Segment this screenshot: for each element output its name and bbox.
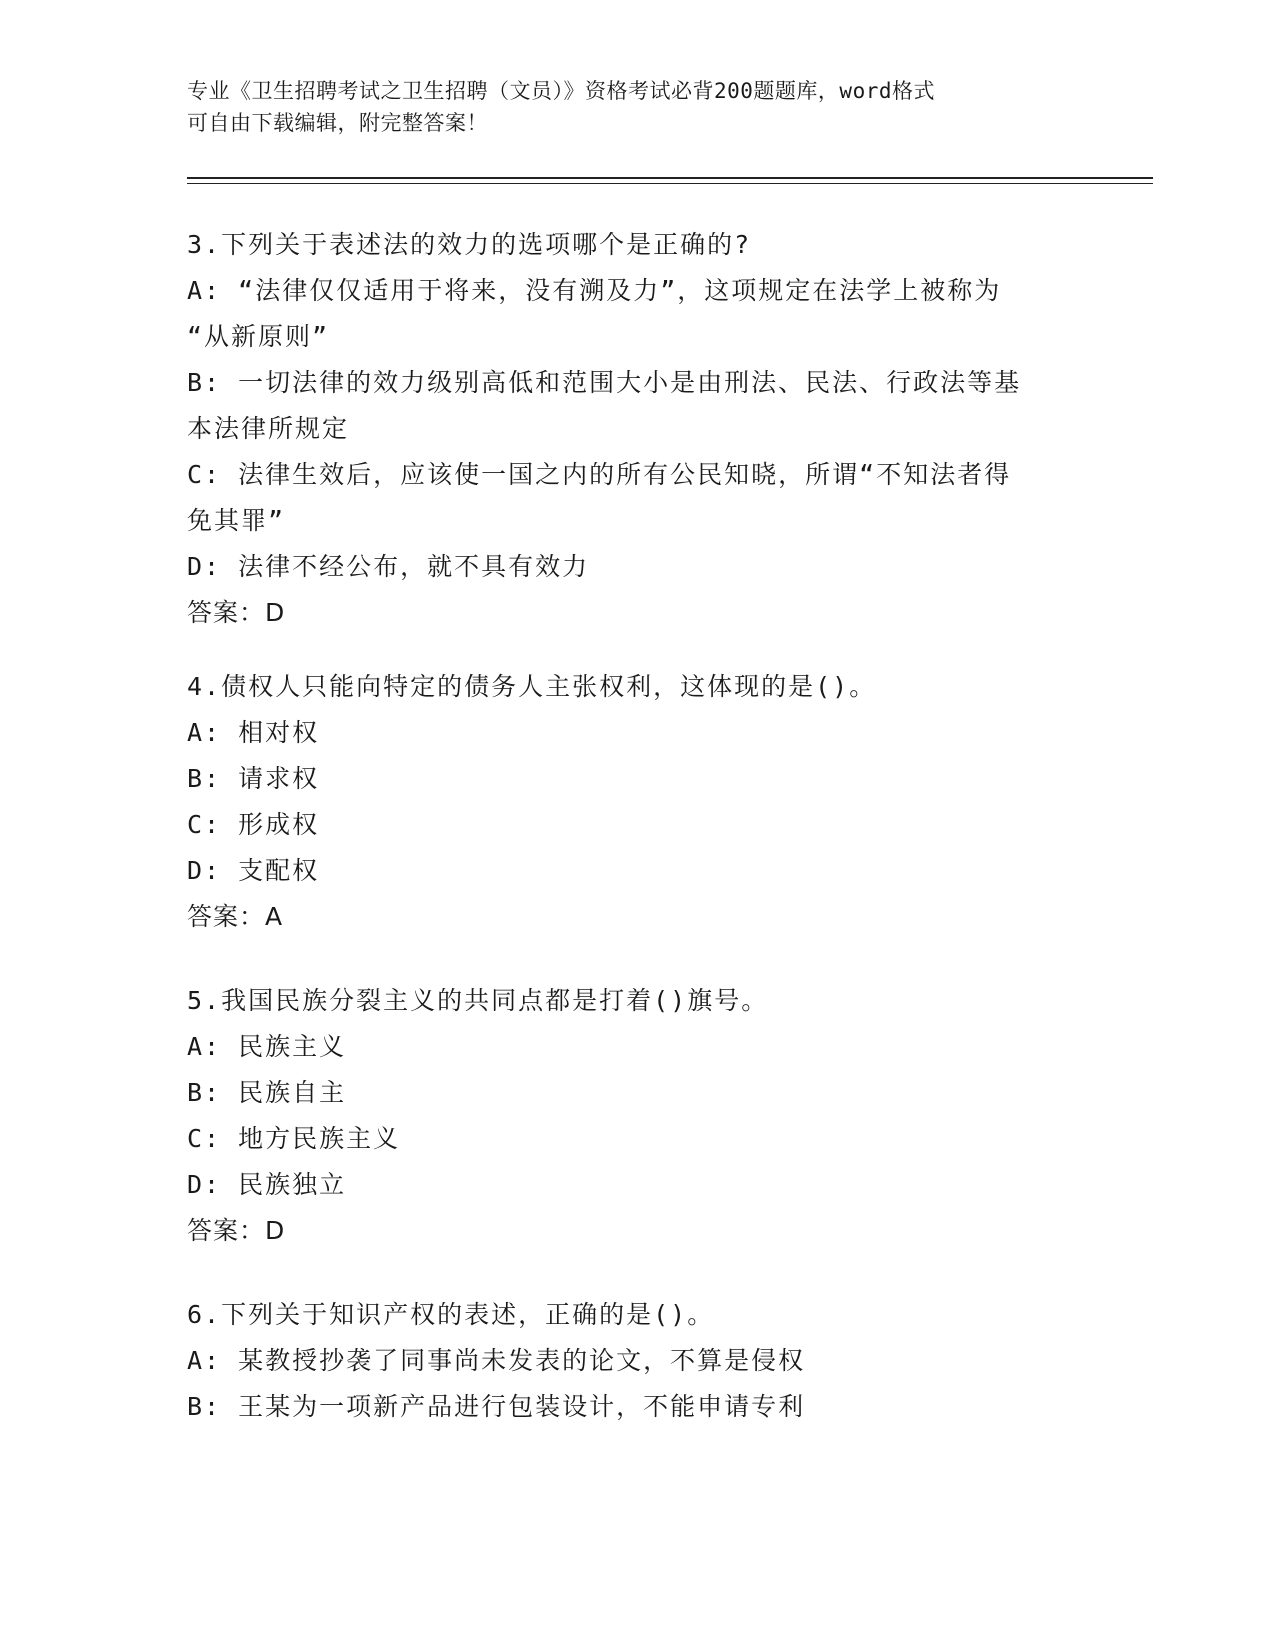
question-stem: 3.下列关于表述法的效力的选项哪个是正确的? bbox=[187, 230, 752, 259]
document-header bbox=[187, 75, 1087, 139]
option-a: A: 民族主义 bbox=[187, 1032, 347, 1061]
header-line-2: 可自由下载编辑，附完整答案！ bbox=[187, 111, 488, 135]
question-5 bbox=[187, 978, 1077, 1254]
option-c-continued: 免其罪” bbox=[187, 506, 286, 535]
option-a: A: 相对权 bbox=[187, 718, 320, 747]
option-b: B: 一切法律的效力级别高低和范围大小是由刑法、民法、行政法等基 bbox=[187, 368, 1022, 397]
option-d: D: 支配权 bbox=[187, 856, 320, 885]
option-b: B: 民族自主 bbox=[187, 1078, 347, 1107]
answer: 答案：D bbox=[187, 1216, 286, 1245]
option-b: B: 请求权 bbox=[187, 764, 320, 793]
question-4 bbox=[187, 664, 1077, 940]
question-stem: 6.下列关于知识产权的表述，正确的是()。 bbox=[187, 1300, 715, 1329]
option-a: A: 某教授抄袭了同事尚未发表的论文，不算是侵权 bbox=[187, 1346, 806, 1375]
question-6 bbox=[187, 1292, 1077, 1430]
option-c: C: 地方民族主义 bbox=[187, 1124, 401, 1153]
option-a-continued: “从新原则” bbox=[187, 322, 330, 351]
answer: 答案：D bbox=[187, 598, 286, 627]
option-c: C: 形成权 bbox=[187, 810, 320, 839]
option-b: B: 王某为一项新产品进行包装设计，不能申请专利 bbox=[187, 1392, 806, 1421]
answer: 答案：A bbox=[187, 902, 284, 931]
option-d: D: 法律不经公布，就不具有效力 bbox=[187, 552, 590, 581]
header-divider bbox=[187, 177, 1153, 179]
option-c: C: 法律生效后，应该使一国之内的所有公民知晓，所谓“不知法者得 bbox=[187, 460, 1012, 489]
option-d: D: 民族独立 bbox=[187, 1170, 347, 1199]
question-stem: 5.我国民族分裂主义的共同点都是打着()旗号。 bbox=[187, 986, 769, 1015]
question-3 bbox=[187, 222, 1077, 636]
option-b-continued: 本法律所规定 bbox=[187, 414, 350, 443]
header-divider-thin bbox=[187, 183, 1153, 184]
question-stem: 4.债权人只能向特定的债务人主张权利，这体现的是()。 bbox=[187, 672, 877, 701]
option-a: A: “法律仅仅适用于将来，没有溯及力”，这项规定在法学上被称为 bbox=[187, 276, 1002, 305]
header-line-1: 专业《卫生招聘考试之卫生招聘（文员）》资格考试必背200题题库，word格式 bbox=[187, 79, 935, 103]
